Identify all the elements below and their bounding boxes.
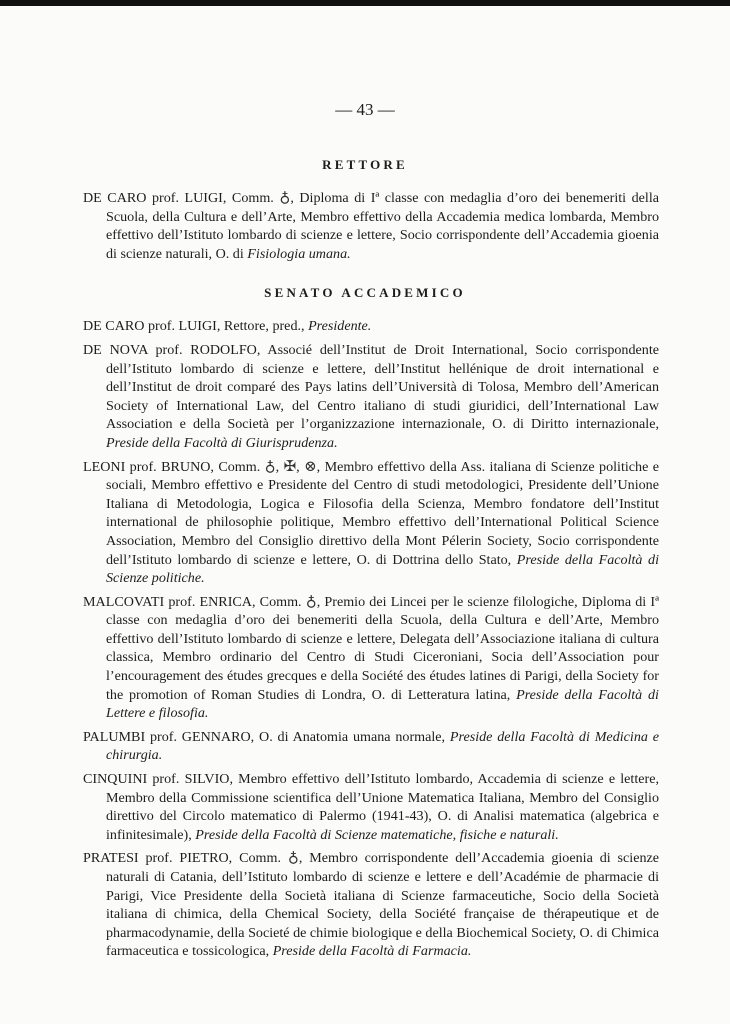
entry-cinquini [83,770,659,844]
entry-de-nova [83,341,659,453]
entry-text: MALCOVATI prof. ENRICA, Comm. [83,593,306,610]
commander-medal-icon: ♁ [279,190,291,206]
section-title-senato: SENATO ACCADEMICO [264,285,466,301]
entry-pratesi [83,849,659,961]
entry-text: DE CARO prof. LUIGI, Comm. [83,190,280,206]
entry-italic-text: Preside della Facoltà di Scienze politiche. [106,551,659,587]
entry-text: , [296,458,305,475]
commander-medal-icon: ♁ [264,458,276,475]
entry-italic-text: Presidente. [308,318,372,335]
page-number: — 43 — [335,100,395,119]
entry-italic-text: Preside della Facoltà di Farmacia. [272,943,472,960]
entry-de-caro-presidente [83,317,659,336]
entry-text: , Diploma di Iª classe con medaglia d’oro dei benemeriti della Scuola, della Cultura e dell’Arte, Membro effettivo della Accademia medica lombarda, Membro effettivo dell’Istituto lombardo di scienze e lettere, Socio corrispondente dell’Accademia gioenia di scienze naturali, O. di [106,190,659,262]
entry-malcovati [83,593,659,723]
entry-italic-text: Preside della Facoltà di Scienze matematiche, fisiche e naturali. [195,826,559,843]
entry-text: PRATESI prof. PIETRO, Comm. [83,850,288,867]
entry-italic-text: Preside della Facoltà di Giurisprudenza. [106,434,338,451]
entry-text: DE CARO prof. LUIGI, Rettore, pred., [83,318,309,335]
entry-italic-text: Preside della Facoltà di Medicina e chirurgia. [106,728,659,764]
entry-text: LEONI prof. BRUNO, Comm. [83,458,265,475]
cross-icon: ✠ [283,458,297,475]
circled-cross-icon: ⊗ [304,458,317,475]
entry-text: CINQUINI prof. SILVIO, Membro effettivo dell’Istituto lombardo, Accademia di scienze e lettere, Membro della Commissione scientifica dell’Unione Matematica Italiana, Membro del Consiglio direttivo del Circolo matematico di Palermo (1941-43), O. di Analisi matematica (algebrica e infinitesimale), [83,771,659,843]
entry-palumbi [83,728,659,765]
entry-text: PALUMBI prof. GENNARO, O. di Anatomia umana normale, [83,728,450,745]
commander-medal-icon: ♁ [287,850,299,867]
entry-text: , Membro corrispondente dell’Accademia gioenia di scienze naturali di Catania, dell’Istituto lombardo di scienze e lettere e dell’Académie de pharmacie di Parigi, Vice Presidente della Società italiana di Scienze farmaceutiche, Socio della Società italiana di chimica, della Chemical Society, della Société française de thérapeutique et de pharmacodynamie, della Societé de chimie biologique e della Biochemical Society, O. di Chimica farmaceutica e tossicologica, [106,850,660,960]
entry-leoni [83,458,659,588]
entry-text: DE NOVA prof. RODOLFO, Associé dell’Institut de Droit International, Socio corrispondente dell’Istituto lombardo di scienze e lettere, dell’Institut hellénique de droit international e dell’Institut de droit comparé des Pays latins dell’Università di Tolosa, Membro dell’American Society of International Law, del Centro italiano di studi giuridici, dell’International Law Association e della Società per l’organizzazione internazionale, O. di Diritto internazionale, [83,341,659,433]
entry-italic-text: Preside della Facoltà di Lettere e filosofia. [106,686,659,722]
entry-italic-text: Fisiologia umana. [247,245,351,262]
commander-medal-icon: ♁ [305,593,317,610]
entry-rettore [83,189,659,263]
entry-text: , Premio dei Lincei per le scienze filologiche, Diploma di Iª classe con medaglia d’oro dei benemeriti della Scuola, della Cultura e dell’Arte, Membro effettivo dell’Istituto lombardo di scienze e lettere, Delegata dell’Associazione italiana di cultura classica, Membro ordinario del Centro di Studi Ciceroniani, Socia dell’Association pour l’encouragement des études grecques e della Société des études latines di Parigi, della Society for the promotion of Roman Studies di Londra, O. di Letteratura latina, [106,593,659,703]
entry-text: , Membro effettivo della Ass. italiana di Scienze politiche e sociali, Membro effettivo e Presidente del Centro di studi metodologici, Presidente dell’Unione Italiana di Metodologia, Logica e Filosofia della Scienza, Membro fondatore dell’Institut international de philosophie politique, Membro effettivo dell’International Political Science Association, Membro del Consiglio direttivo della Mont Pélerin Society, Socio corrispondente dell’Istituto lombardo di scienze e lettere, O. di Dottrina dello Stato, [106,458,660,568]
entry-text: , [275,458,284,475]
section-title-rettore: RETTORE [322,157,408,172]
